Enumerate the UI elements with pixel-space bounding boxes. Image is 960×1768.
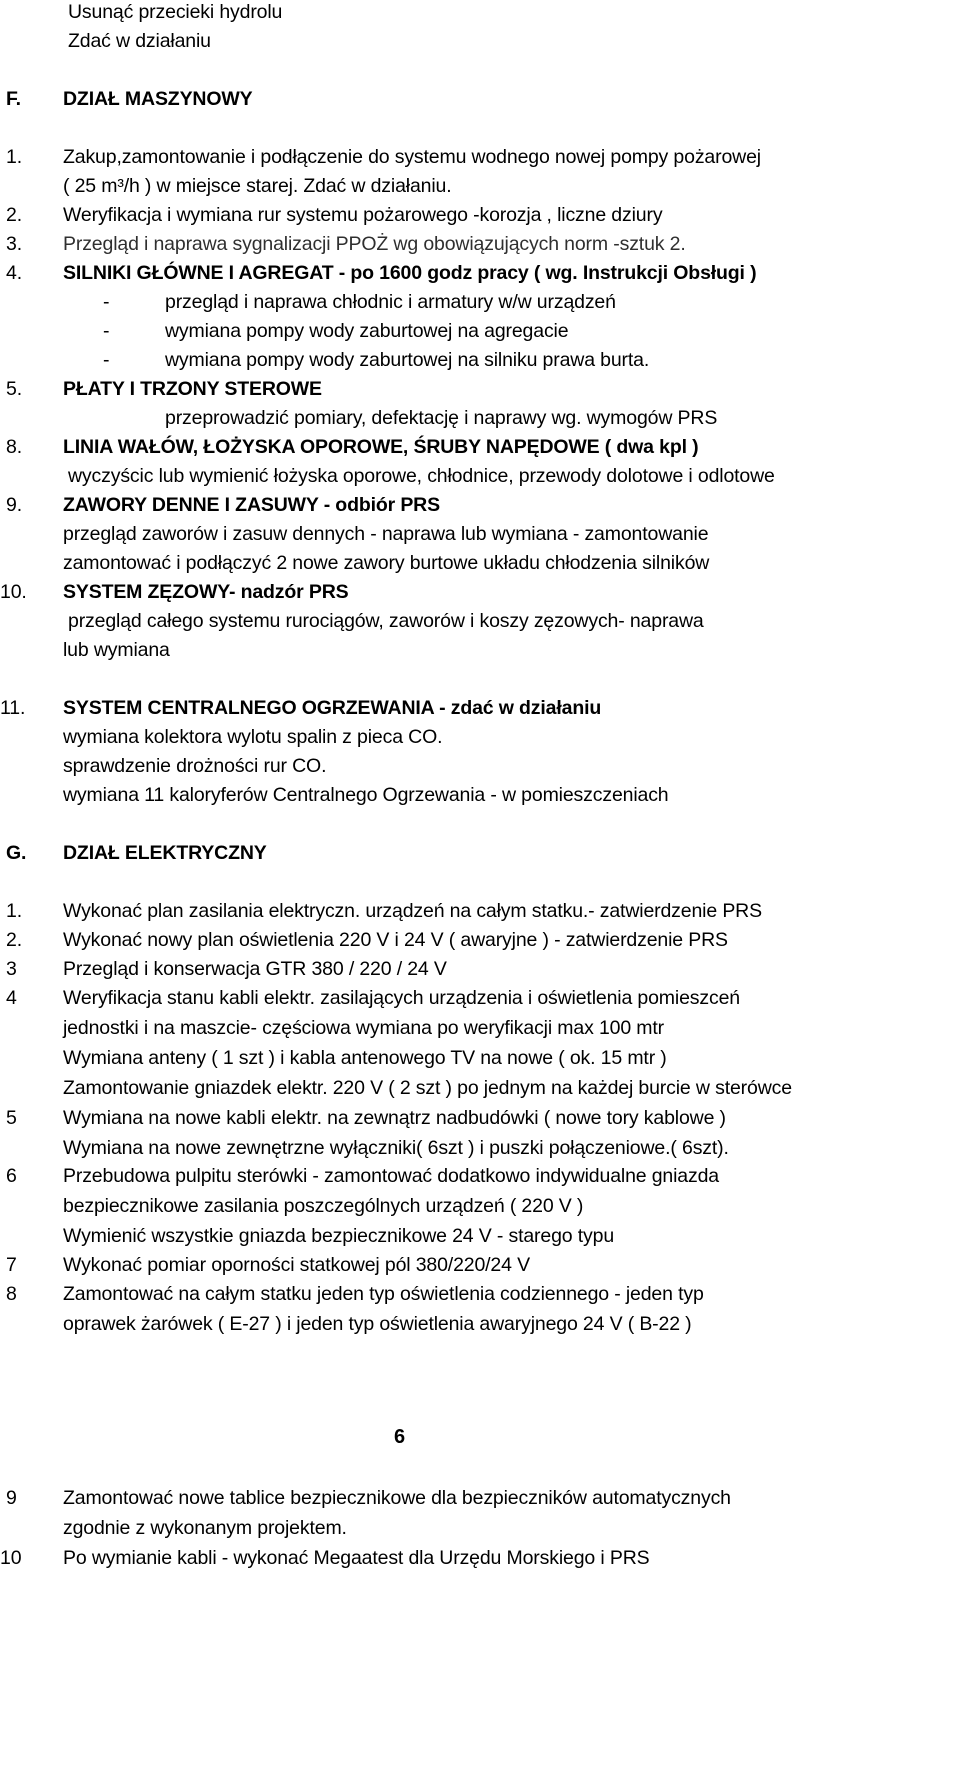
page-number: 6 [394, 1426, 405, 1448]
item-text: Zakup,zamontowanie i podłączenie do systemu wodnego nowej pompy pożarowej [63, 146, 761, 168]
sub-item-text: przegląd i naprawa chłodnic i armatury w/w urządzeń [165, 291, 616, 313]
item-number: 5. [6, 378, 22, 400]
item-text: Zamontować na całym statku jeden typ oświetlenia codziennego - jeden typ [63, 1283, 704, 1305]
dash-bullet: - [103, 291, 110, 313]
item-number: 9 [6, 1487, 17, 1509]
item-number: 9. [6, 494, 22, 516]
item-text: bezpiecznikowe zasilania poszczególnych urządzeń ( 220 V ) [63, 1195, 584, 1217]
item-heading: LINIA WAŁÓW, ŁOŻYSKA OPOROWE, ŚRUBY NAPĘDOWE ( dwa kpl ) [63, 436, 699, 458]
item-text: przegląd całego systemu rurociągów, zaworów i koszy zęzowych- naprawa [68, 610, 704, 632]
item-number: 2. [6, 204, 22, 226]
item-number: 3. [6, 233, 22, 255]
item-number: 1. [6, 146, 22, 168]
item-heading: SILNIKI GŁÓWNE I AGREGAT - po 1600 godz pracy ( wg. Instrukcji Obsługi ) [63, 262, 757, 284]
item-number: 4. [6, 262, 22, 284]
item-text: zgodnie z wykonanym projektem. [63, 1517, 347, 1539]
item-text: Wymiana na nowe kabli elektr. na zewnątrz nadbudówki ( nowe tory kablowe ) [63, 1107, 726, 1129]
sub-item-text: wymiana pompy wody zaburtowej na silniku prawa burta. [165, 349, 650, 371]
sub-item-text: wymiana pompy wody zaburtowej na agregacie [165, 320, 569, 342]
item-number: 8. [6, 436, 22, 458]
item-text: Zamontowanie gniazdek elektr. 220 V ( 2 szt ) po jednym na każdej burcie w sterówce [63, 1077, 792, 1099]
item-text: Weryfikacja i wymiana rur systemu pożarowego -korozja , liczne dziury [63, 204, 663, 226]
section-letter: F. [6, 88, 21, 110]
item-text: Wymiana anteny ( 1 szt ) i kabla antenowego TV na nowe ( ok. 15 mtr ) [63, 1047, 667, 1069]
item-text: Przebudowa pulpitu sterówki - zamontować dodatkowo indywidualne gniazda [63, 1165, 719, 1187]
item-text: Przegląd i naprawa sygnalizacji PPOŻ wg obowiązujących norm -sztuk 2. [63, 233, 686, 255]
item-heading: SYSTEM ZĘZOWY- nadzór PRS [63, 581, 349, 603]
item-text: wyczyścic lub wymienić łożyska oporowe, chłodnice, przewody dolotowe i odlotowe [68, 465, 775, 487]
item-text: Przegląd i konserwacja GTR 380 / 220 / 24 V [63, 958, 447, 980]
item-number: 11. [0, 697, 26, 719]
item-text: Wymiana na nowe zewnętrzne wyłączniki( 6szt ) i puszki połączeniowe.( 6szt). [63, 1137, 729, 1159]
item-text: Wykonać pomiar oporności statkowej pól 380/220/24 V [63, 1254, 530, 1276]
section-title: DZIAŁ ELEKTRYCZNY [63, 842, 267, 864]
intro-line: Usunąć przecieki hydrolu [68, 1, 283, 23]
item-text: oprawek żarówek ( E-27 ) i jeden typ oświetlenia awaryjnego 24 V ( B-22 ) [63, 1313, 692, 1335]
item-number: 7 [6, 1254, 17, 1276]
intro-line: Zdać w działaniu [68, 30, 211, 52]
dash-bullet: - [103, 320, 110, 342]
item-text: Wykonać nowy plan oświetlenia 220 V i 24 V ( awaryjne ) - zatwierdzenie PRS [63, 929, 728, 951]
item-text: lub wymiana [63, 639, 170, 661]
item-text: wymiana kolektora wylotu spalin z pieca CO. [63, 726, 443, 748]
item-text: Zamontować nowe tablice bezpiecznikowe dla bezpieczników automatycznych [63, 1487, 731, 1509]
section-letter: G. [6, 842, 27, 864]
item-text: Po wymianie kabli - wykonać Megaatest dla Urzędu Morskiego i PRS [63, 1547, 650, 1569]
item-number: 6 [6, 1165, 17, 1187]
item-text: Wykonać plan zasilania elektryczn. urządzeń na całym statku.- zatwierdzenie PRS [63, 900, 762, 922]
dash-bullet: - [103, 349, 110, 371]
item-text: ( 25 m³/h ) w miejsce starej. Zdać w działaniu. [63, 175, 452, 197]
item-heading: SYSTEM CENTRALNEGO OGRZEWANIA - zdać w działaniu [63, 697, 602, 719]
item-number: 3 [6, 958, 17, 980]
item-number: 5 [6, 1107, 17, 1129]
item-text: jednostki i na maszcie- częściowa wymiana po weryfikacji max 100 mtr [63, 1017, 665, 1039]
item-text: sprawdzenie drożności rur CO. [63, 755, 327, 777]
item-text: wymiana 11 kaloryferów Centralnego Ogrzewania - w pomieszczeniach [63, 784, 669, 806]
item-text: przegląd zaworów i zasuw dennych - naprawa lub wymiana - zamontowanie [63, 523, 709, 545]
item-number: 8 [6, 1283, 17, 1305]
item-heading: ZAWORY DENNE I ZASUWY - odbiór PRS [63, 494, 440, 516]
item-number: 2. [6, 929, 22, 951]
item-number: 1. [6, 900, 22, 922]
item-text: Weryfikacja stanu kabli elektr. zasilających urządzenia i oświetlenia pomieszceń [63, 987, 740, 1009]
item-number: 10 [0, 1547, 22, 1569]
item-number: 10. [0, 581, 27, 603]
item-text: zamontować i podłączyć 2 nowe zawory burtowe układu chłodzenia silników [63, 552, 710, 574]
section-title: DZIAŁ MASZYNOWY [63, 88, 253, 110]
item-heading: PŁATY I TRZONY STEROWE [63, 378, 322, 400]
item-text: przeprowadzić pomiary, defektację i naprawy wg. wymogów PRS [165, 407, 718, 429]
item-text: Wymienić wszystkie gniazda bezpiecznikowe 24 V - starego typu [63, 1225, 615, 1247]
item-number: 4 [6, 987, 17, 1009]
